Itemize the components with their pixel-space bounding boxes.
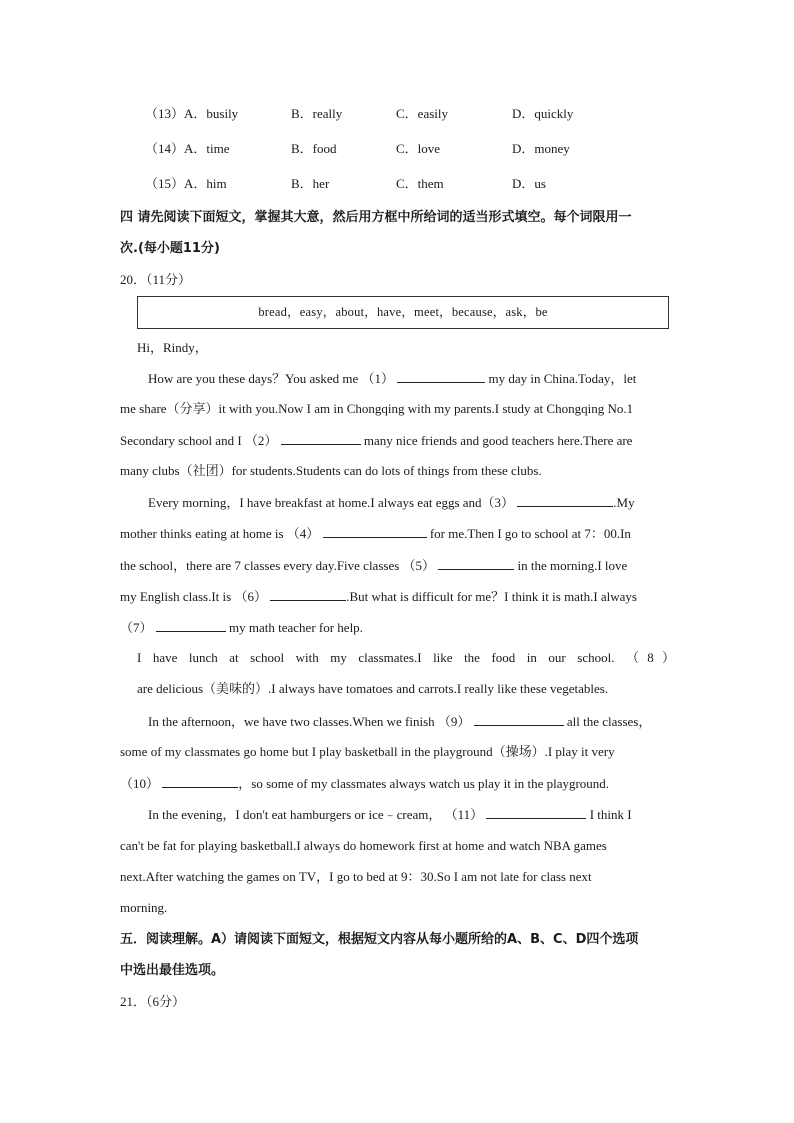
blank-3[interactable] <box>517 492 613 507</box>
blank-10[interactable] <box>162 773 238 788</box>
option-14-b: B．food <box>291 141 337 156</box>
passage-line-4: many clubs（社团）for students.Students can do lots of things from these clubs. <box>120 463 542 478</box>
section-5-heading <box>120 924 676 986</box>
option-13-d: D．quickly <box>512 106 574 121</box>
option-13-a: （13）A．busily <box>145 106 239 121</box>
passage-line-11: are delicious（美味的）.I always have tomatoes and carrots.I really like these vegetables. <box>137 681 609 696</box>
passage-line-3: Secondary school and I （2） many nice friends and good teachers here.There are <box>120 430 675 451</box>
option-15-b: B．her <box>291 176 330 191</box>
option-15-a: （15）A．him <box>145 176 227 191</box>
section-5-heading-line1: 五．阅读理解。A）请阅读下面短文，根据短文内容从每小题所给的A、B、C、D四个选项 <box>120 932 639 947</box>
passage-line-5: Every morning，I have breakfast at home.I always eat eggs and（3） .My <box>148 492 675 513</box>
passage-line-8: my English class.It is （6） .But what is difficult for me？I think it is math.I always <box>120 586 675 607</box>
word-bank-box: bread，easy，about，have，meet，because，ask，be <box>137 296 669 329</box>
blank-4[interactable] <box>323 523 427 538</box>
option-15-c: C．them <box>396 176 444 191</box>
option-13-b: B．really <box>291 106 343 121</box>
blank-9[interactable] <box>474 711 564 726</box>
blank-7[interactable] <box>156 617 226 632</box>
passage-line-1: How are you these days？You asked me （1） my day in China.Today，let <box>148 368 675 389</box>
section-4-heading-line1: 四 请先阅读下面短文，掌握其大意，然后用方框中所给词的适当形式填空。每个词限用一 <box>120 210 632 225</box>
option-14-a: （14）A．time <box>145 141 230 156</box>
question-20-number: 20．（11分） <box>120 272 192 287</box>
passage-line-13: some of my classmates go home but I play basketball in the playground（操场）.I play it very <box>120 744 615 759</box>
passage-line-16: can't be fat for playing basketball.I always do homework first at home and watch NBA games <box>120 838 607 853</box>
passage-line-10: I have lunch at school with my classmates.I like the food in our school. （8） <box>137 650 675 665</box>
passage-line-14: （10） ，so some of my classmates always watch us play it in the playground. <box>120 773 675 794</box>
passage-line-17: next.After watching the games on TV，I go to bed at 9：30.So I am not late for class next <box>120 869 592 884</box>
passage-line-9: （7） my math teacher for help. <box>120 617 675 638</box>
section-4-heading-line2: 次.(每小题11分) <box>120 241 220 256</box>
blank-11[interactable] <box>486 804 586 819</box>
blank-5[interactable] <box>438 555 514 570</box>
option-15-d: D．us <box>512 176 546 191</box>
letter-greeting: Hi，Rindy， <box>137 340 208 355</box>
passage-line-2: me share（分享）it with you.Now I am in Chongqing with my parents.I study at Chongqing No.1 <box>120 401 634 416</box>
passage-line-7: the school，there are 7 classes every day.Five classes （5） in the morning.I love <box>120 555 675 576</box>
option-13-c: C．easily <box>396 106 448 121</box>
option-14-d: D．money <box>512 141 570 156</box>
option-14-c: C．love <box>396 141 441 156</box>
section-4-heading <box>120 202 676 264</box>
question-21-number: 21．（6分） <box>120 994 186 1009</box>
passage-line-15: In the evening，I don't eat hamburgers or ice﹣cream， （11） I think I <box>148 804 675 825</box>
passage-line-18: morning. <box>120 900 168 915</box>
section-5-heading-line2: 中选出最佳选项。 <box>120 963 225 978</box>
blank-2[interactable] <box>281 430 361 445</box>
blank-6[interactable] <box>270 586 346 601</box>
passage-line-6: mother thinks eating at home is （4） for me.Then I go to school at 7：00.In <box>120 523 675 544</box>
blank-1[interactable] <box>397 368 485 383</box>
passage-line-12: In the afternoon，we have two classes.When we finish （9） all the classes， <box>148 711 675 732</box>
